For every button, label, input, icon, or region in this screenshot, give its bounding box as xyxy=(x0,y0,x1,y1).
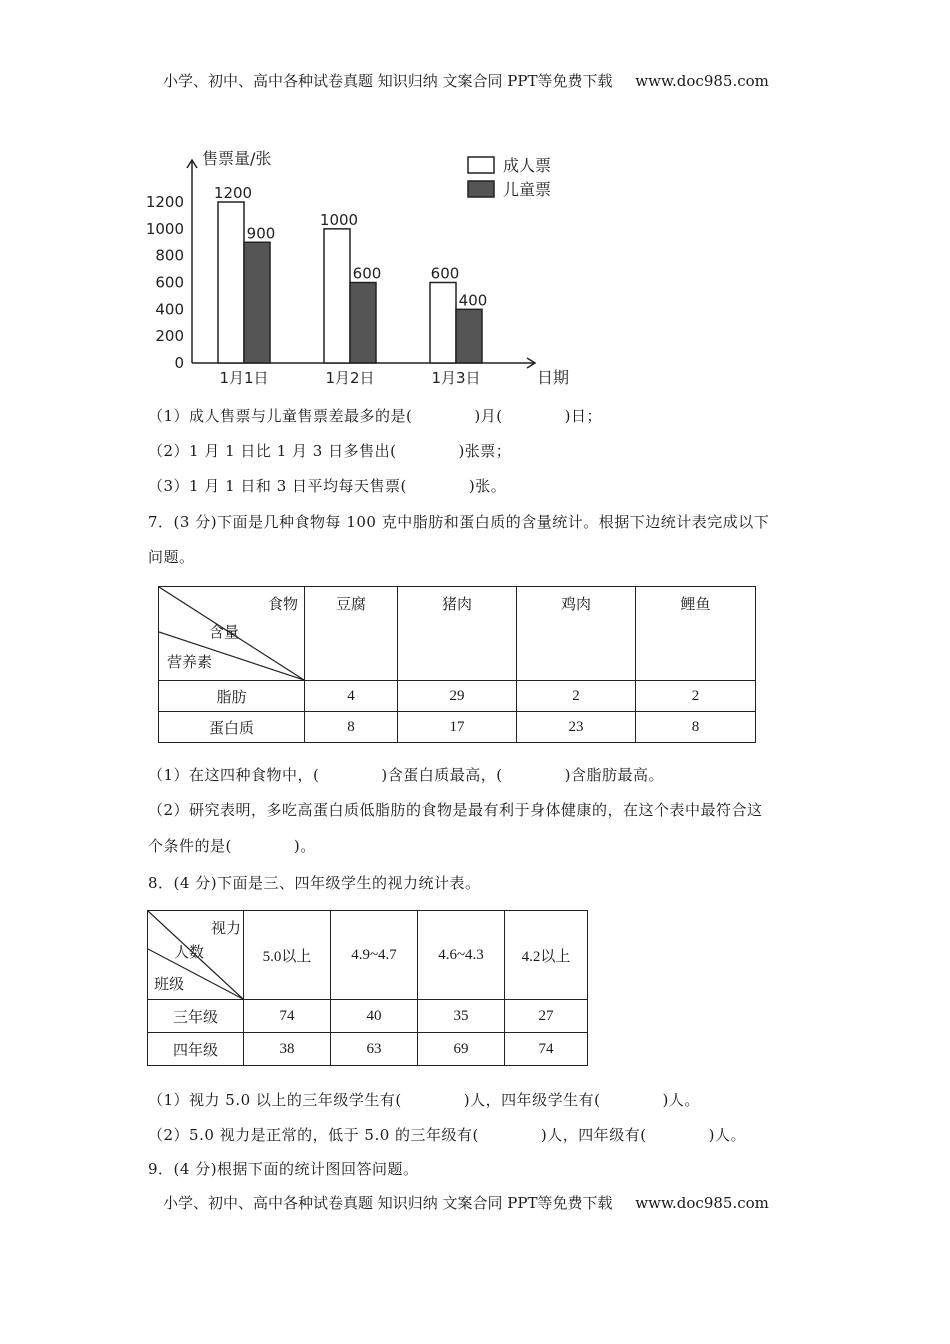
table-cell: 35 xyxy=(418,1000,505,1033)
page-header xyxy=(163,70,769,91)
row-label: 三年级 xyxy=(148,1000,244,1033)
table-cell: 8 xyxy=(636,712,756,743)
x-tick-label: 1月2日 xyxy=(325,369,375,387)
bar-value-label: 600 xyxy=(430,264,460,283)
q8-stem: 8．(4 分)下面是三、四年级学生的视力统计表。 xyxy=(148,874,481,892)
table-cell: 63 xyxy=(331,1033,418,1066)
legend-label-child: 儿童票 xyxy=(503,180,552,199)
column-header: 4.6~4.3 xyxy=(418,911,505,1000)
q6-item-2: （2）1 月 1 日比 1 月 3 日多售出( )张票； xyxy=(148,442,512,460)
table-row xyxy=(159,712,756,743)
footer-text: 小学、初中、高中各种试卷真题 知识归纳 文案合同 PPT等免费下载 xyxy=(163,1194,613,1212)
table-row xyxy=(159,681,756,712)
y-tick-label: 400 xyxy=(155,300,184,319)
column-header: 鸡肉 xyxy=(517,587,636,681)
y-tick-label: 200 xyxy=(155,327,184,346)
q8-item-2: （2）5.0 视力是正常的，低于 5.0 的三年级有( )人，四年级有( )人。 xyxy=(148,1126,746,1144)
table-cell: 40 xyxy=(331,1000,418,1033)
adult-ticket-bar xyxy=(324,229,350,363)
x-tick-label: 1月1日 xyxy=(219,369,269,387)
y-tick-label: 600 xyxy=(155,273,184,292)
footer-url: www.doc985.com xyxy=(635,1194,769,1212)
table-cell: 23 xyxy=(517,712,636,743)
y-tick-label: 1000 xyxy=(145,219,184,238)
table-cell: 17 xyxy=(398,712,517,743)
table-cell: 29 xyxy=(398,681,517,712)
column-header: 豆腐 xyxy=(305,587,398,681)
child-ticket-bar xyxy=(350,283,376,364)
corner-label-food: 食物 xyxy=(267,595,298,613)
header-text: 小学、初中、高中各种试卷真题 知识归纳 文案合同 PPT等免费下载 xyxy=(163,72,613,90)
table-cell: 4 xyxy=(305,681,398,712)
table-cell: 2 xyxy=(636,681,756,712)
y-tick-label: 0 xyxy=(174,354,184,372)
y-tick-label: 800 xyxy=(155,246,184,265)
corner-label-nutrient: 营养素 xyxy=(167,653,213,671)
vision-stats-table xyxy=(147,910,588,1066)
table-row xyxy=(148,1000,588,1033)
bar-value-label: 1000 xyxy=(319,210,359,229)
q7-item-1: （1）在这四种食物中，( )含蛋白质最高，( )含脂肪最高。 xyxy=(148,766,664,784)
child-ticket-bar xyxy=(244,242,270,363)
q6-item-1: （1）成人售票与儿童售票差最多的是( )月( )日； xyxy=(148,407,602,425)
row-label: 脂肪 xyxy=(159,681,305,712)
page-footer xyxy=(163,1192,769,1213)
column-header: 猪肉 xyxy=(398,587,517,681)
bar-value-label: 600 xyxy=(352,264,382,283)
bar-value-label: 1200 xyxy=(213,184,253,202)
x-tick-label: 1月3日 xyxy=(431,369,481,387)
q9-stem: 9．(4 分)根据下面的统计图回答问题。 xyxy=(148,1160,419,1178)
y-tick-label: 1200 xyxy=(145,193,184,211)
table-corner-cell xyxy=(159,587,305,681)
table-cell: 38 xyxy=(244,1033,331,1066)
table-cell: 69 xyxy=(418,1033,505,1066)
adult-ticket-bar xyxy=(430,283,456,364)
ticket-sales-bar-chart xyxy=(140,140,580,395)
table-cell: 74 xyxy=(244,1000,331,1033)
q7-stem-line1: 7．(3 分)下面是几种食物每 100 克中脂肪和蛋白质的含量统计。根据下边统计表完成以下 xyxy=(148,513,770,531)
table-cell: 2 xyxy=(517,681,636,712)
header-url: www.doc985.com xyxy=(635,72,769,90)
corner-label-amount: 含量 xyxy=(209,623,240,641)
row-label: 四年级 xyxy=(148,1033,244,1066)
q6-item-3: （3）1 月 1 日和 3 日平均每天售票( )张。 xyxy=(148,477,507,495)
corner-label-vision: 视力 xyxy=(210,919,241,937)
corner-label-count: 人数 xyxy=(174,943,205,961)
column-header: 5.0以上 xyxy=(244,911,331,1000)
column-header: 4.9~4.7 xyxy=(331,911,418,1000)
table-cell: 8 xyxy=(305,712,398,743)
bar-value-label: 900 xyxy=(246,224,276,243)
table-corner-cell xyxy=(148,911,244,1000)
table-cell: 74 xyxy=(505,1033,588,1066)
food-nutrition-table xyxy=(158,586,756,743)
legend-label-adult: 成人票 xyxy=(503,156,552,175)
corner-label-class: 班级 xyxy=(154,975,185,993)
legend-swatch-child xyxy=(468,181,494,197)
legend-swatch-adult xyxy=(468,157,494,173)
column-header: 4.2以上 xyxy=(505,911,588,1000)
q7-item-3: 个条件的是( )。 xyxy=(148,837,316,855)
y-axis-label: 售票量/张 xyxy=(202,149,272,168)
child-ticket-bar xyxy=(456,309,482,363)
row-label: 蛋白质 xyxy=(159,712,305,743)
x-axis-label: 日期 xyxy=(537,368,570,387)
bar-value-label: 400 xyxy=(458,291,488,310)
q8-item-1: （1）视力 5.0 以上的三年级学生有( )人，四年级学生有( )人。 xyxy=(148,1091,700,1109)
q7-stem-line2: 问题。 xyxy=(148,548,195,566)
adult-ticket-bar xyxy=(218,202,244,363)
column-header: 鲤鱼 xyxy=(636,587,756,681)
table-row xyxy=(148,1033,588,1066)
table-cell: 27 xyxy=(505,1000,588,1033)
q7-item-2: （2）研究表明，多吃高蛋白质低脂肪的食物是最有利于身体健康的，在这个表中最符合这 xyxy=(148,801,763,819)
